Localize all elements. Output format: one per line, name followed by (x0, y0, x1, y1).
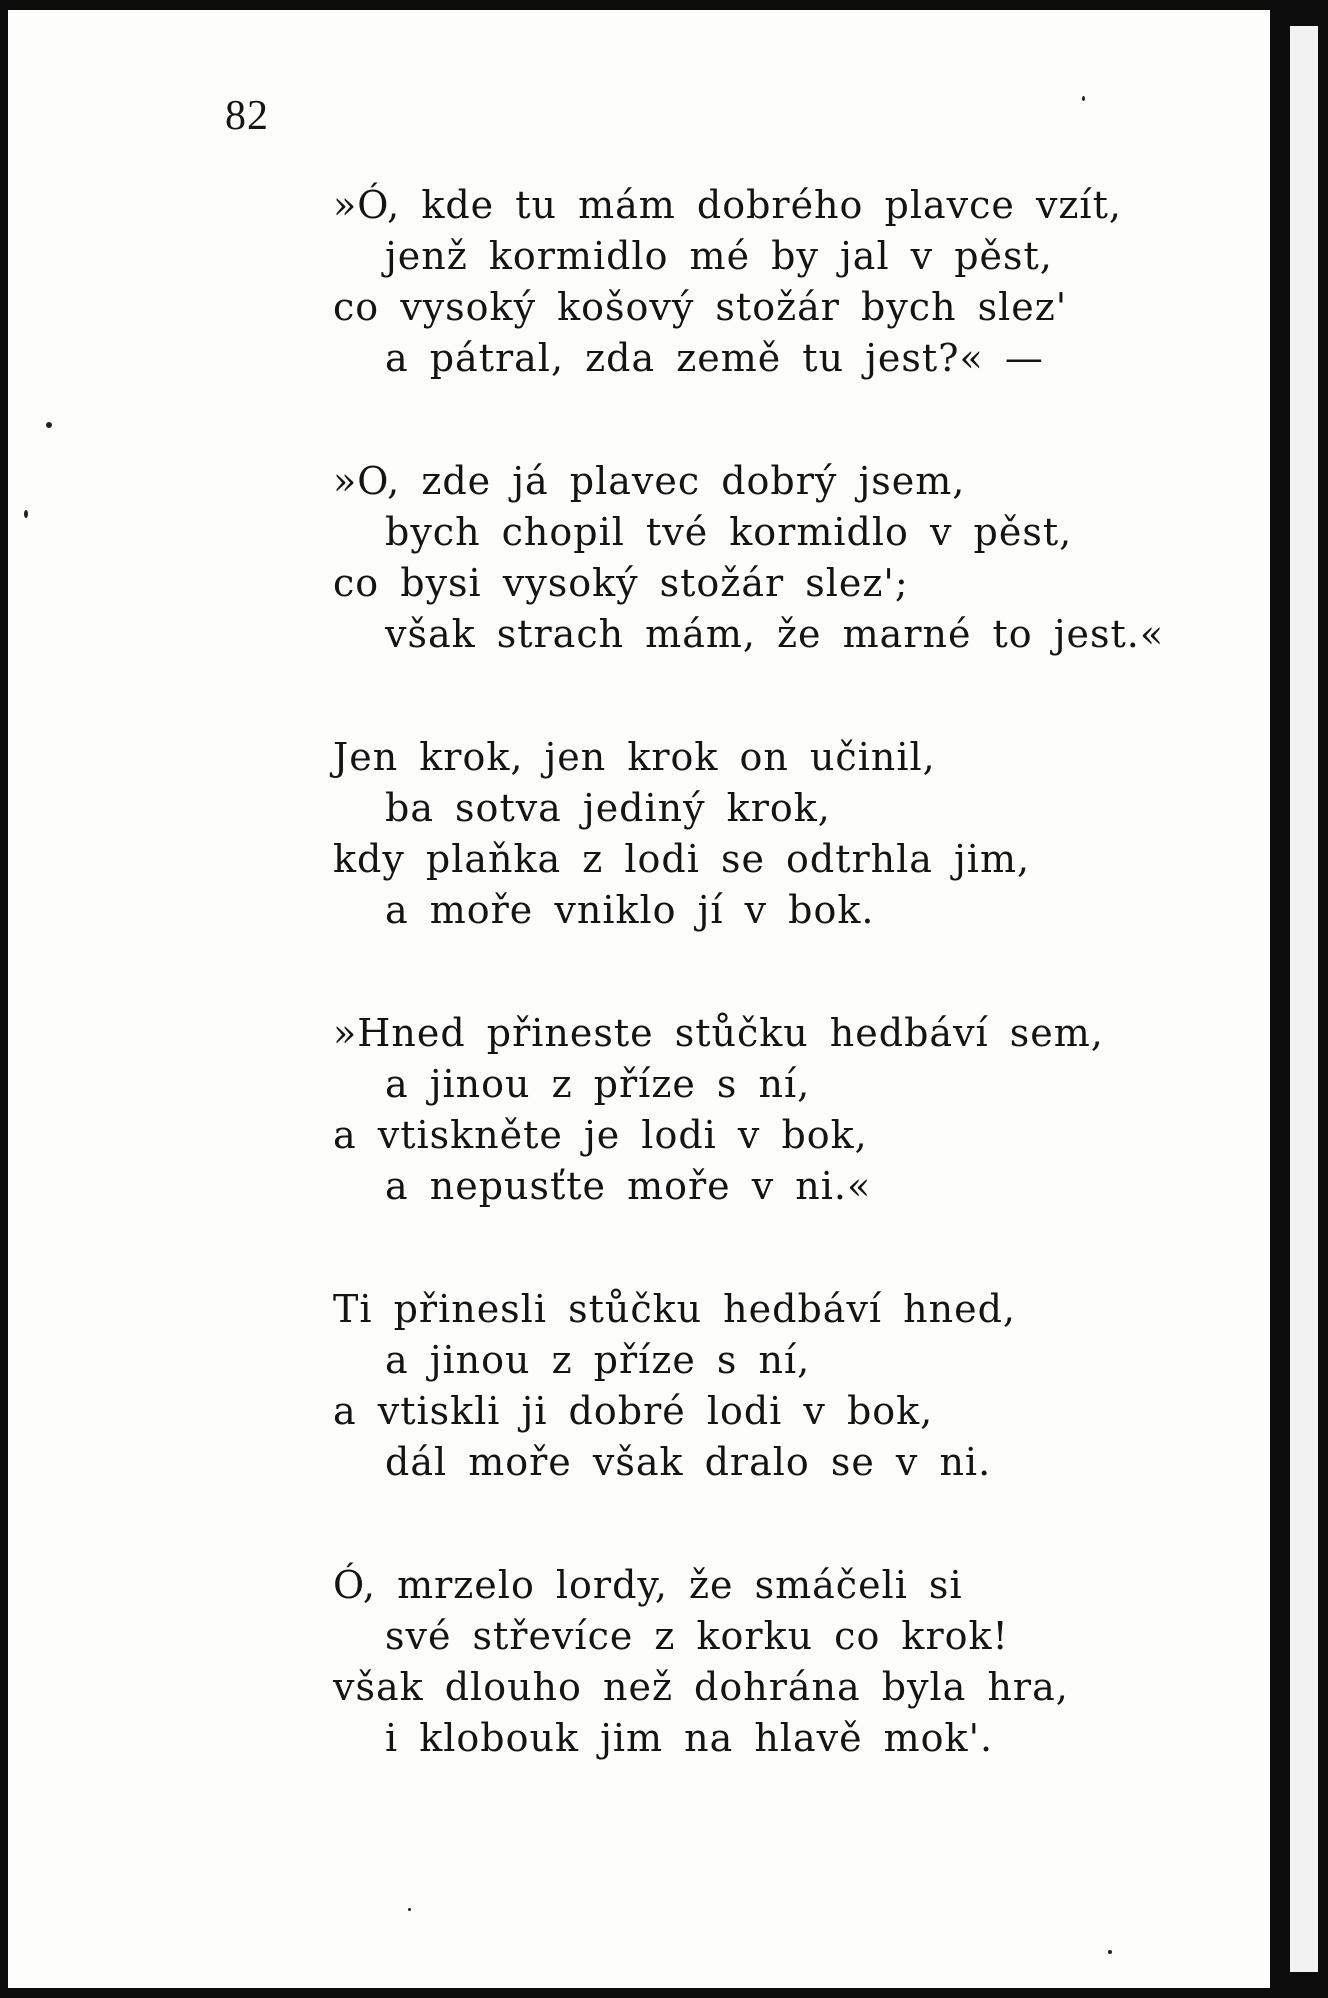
stanza (333, 1284, 1164, 1488)
poem-line: ba sotva jediný krok, (385, 786, 831, 830)
poem-line: však strach mám, že marné to jest.« (385, 612, 1165, 656)
poem-line: a moře vniklo jí v bok. (385, 888, 875, 932)
poem-line: co vysoký košový stožár bych slez' (333, 285, 1068, 329)
poem-line: kdy plaňka z lodi se odtrhla jim, (333, 837, 1031, 881)
scan-speck (24, 510, 28, 518)
scan-border-strip (1270, 0, 1328, 1998)
scan-speck (46, 422, 52, 428)
scan-speck (408, 1908, 411, 1911)
poem-line: a pátral, zda země tu jest?« — (385, 336, 1044, 380)
poem-line: »O, zde já plavec dobrý jsem, (333, 459, 966, 503)
poem-line: Ti přinesli stůčku hedbáví hned, (333, 1287, 1016, 1331)
stanza (333, 732, 1164, 936)
poem-line: »Hned přineste stůčku hedbáví sem, (333, 1011, 1104, 1055)
poem-line: a jinou z příze s ní, (385, 1062, 811, 1106)
stanza (333, 1560, 1164, 1764)
poem-line: dál moře však dralo se v ni. (385, 1440, 992, 1484)
stanza (333, 456, 1164, 660)
poem-line: a nepusťte moře v ni.« (385, 1164, 872, 1208)
adjacent-page-edge (1290, 26, 1318, 1972)
scan-speck (1082, 96, 1085, 101)
poem-line: však dlouho než dohrána byla hra, (333, 1665, 1069, 1709)
poem (333, 180, 1164, 1836)
page-number: 82 (225, 93, 269, 139)
poem-line: Jen krok, jen krok on učinil, (333, 735, 936, 779)
poem-line: a vtiskli ji dobré lodi v bok, (333, 1389, 934, 1433)
poem-line: i klobouk jim na hlavě mok'. (385, 1716, 994, 1760)
poem-line: a vtiskněte je lodi v bok, (333, 1113, 868, 1157)
poem-line: jenž kormidlo mé by jal v pěst, (385, 234, 1053, 278)
poem-line: Ó, mrzelo lordy, že smáčeli si (333, 1563, 963, 1607)
poem-line: co bysi vysoký stožár slez'; (333, 561, 909, 605)
scan-speck (1108, 1950, 1112, 1954)
poem-line: »Ó, kde tu mám dobrého plavce vzít, (333, 183, 1122, 227)
poem-line: a jinou z příze s ní, (385, 1338, 811, 1382)
stanza (333, 180, 1164, 384)
stanza (333, 1008, 1164, 1212)
poem-line: své střevíce z korku co krok! (385, 1614, 1009, 1658)
poem-line: bych chopil tvé kormidlo v pěst, (385, 510, 1073, 554)
book-page (8, 10, 1270, 1988)
